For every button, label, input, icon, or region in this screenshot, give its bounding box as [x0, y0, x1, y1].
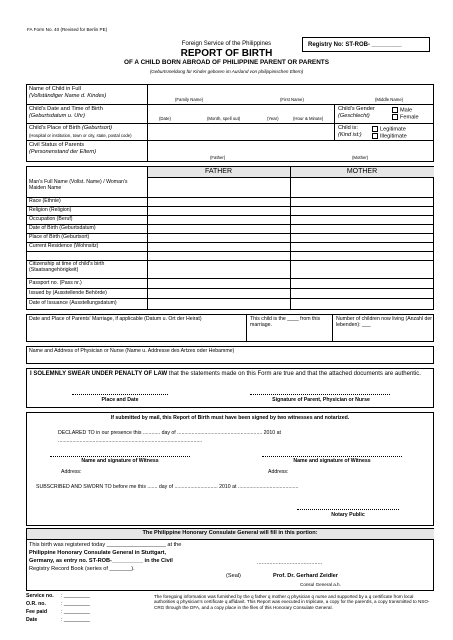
reg-line-3: Germany, as entry no. ST-ROB-__________ in the Civil [29, 558, 173, 564]
hint-hour: (Hour & Minute) [293, 116, 324, 121]
sworn-line: SUBSCRIBED AND SWORN TO before me this ....... day of .............................. 2010 at .......................................... [36, 484, 299, 490]
col-father: FATHER [204, 168, 233, 175]
row-label-residence: Current Residence (Wohnsitz) [29, 243, 99, 249]
fee-date-value: : _________ [61, 617, 90, 623]
marriage-label: Date and Place of Parents' Marriage, if applicable (Datum u. Ort der Heirat) [29, 316, 202, 322]
fee-paid-label: Fee paid [26, 609, 48, 615]
footnote: The foregoing information was furnished by the q father q mother q physician q nurse and supported by a q certificate from local authorities q physician's certificate q affidavit. This Report was executed in triplicate, a copy for the parent/s, a copy transmitted to NSO-CRG through the DFA, and a copy place in the files of this Honorary Consulate General. [154, 594, 430, 610]
hint-middle-name: (Middle Name) [375, 97, 404, 102]
mail-notice: If submitted by mail, this Report of Birth must have been signed by two witnesses and notarized. [110, 415, 350, 421]
child-is-label: Child is: [338, 125, 358, 131]
consulate-header: The Philippine Honorary Consulate General will fill in this portion: [142, 530, 318, 536]
fee-date-label: Date [26, 617, 38, 623]
agency-name: Foreign Service of the Philippines [181, 41, 272, 47]
signature-label: Signature of Parent, Physician or Nurse [272, 397, 370, 403]
this-child-label: This child is the ____ from this marriage. [250, 316, 321, 328]
gender-male-option[interactable]: Male [392, 107, 412, 114]
declared-dots: .................................................................................................... [58, 438, 203, 444]
row-label-passport: Passport no. (Pass nr.) [29, 280, 82, 286]
child-pob-label: Child's Place of Birth (Geburtsort) [29, 125, 113, 131]
gender-female-option[interactable]: Female [392, 114, 419, 121]
hint-family-name: (Family Name) [175, 97, 204, 102]
witness-2-address: Address: [268, 469, 289, 475]
checkbox-icon[interactable] [392, 107, 398, 113]
hint-place: (Hospital or institution, town or city, state, postal code) [29, 133, 132, 138]
gender-label-de: (Geschlecht) [338, 113, 370, 119]
row-label-full-name: Man's Full Name (Vollst. Name) / Woman's Maiden Name [29, 179, 128, 191]
row-label-citizenship: Citizenship at time of child's birth (Staatsangehörigkeit) [29, 261, 105, 273]
checkbox-icon[interactable] [372, 126, 378, 132]
col-mother: MOTHER [346, 168, 378, 175]
legitimate-option[interactable]: Legitimate [372, 126, 406, 133]
hint-father: (Father) [210, 155, 226, 160]
children-living-label: Number of children now living (Anzahl der lebenden): ___ [336, 316, 433, 328]
row-label-race: Race (Ethnie) [29, 198, 61, 204]
seal-label: (Seal) [226, 573, 241, 579]
row-label-dob: Date of Birth (Geburtsdatum) [29, 225, 96, 231]
hint-first-name: (First Name) [280, 97, 304, 102]
civil-status-label-de: (Personenstand der Eltern) [29, 149, 97, 155]
row-label-issuance-date: Date of Issuance (Ausstellungsdatum) [29, 300, 117, 306]
witness-2-label: Name and signature of Witness [293, 458, 371, 464]
fee-paid-value: : _________ [61, 609, 90, 615]
hint-year: (Year) [267, 116, 279, 121]
page-subtitle-german: (Geburtsmeldung für Kinder geboren im Ausland von philippinischen Eltern) [149, 69, 304, 74]
illegitimate-option[interactable]: Illegitimate [372, 133, 407, 140]
reg-line-2: Philippine Honorary Consulate General in Stuttgart, [29, 550, 167, 556]
place-date-label: Place and Date [101, 397, 139, 403]
consul-name: Prof. Dr. Gerhard Zeidler [273, 573, 338, 579]
fee-service-no-value: : _________ [61, 593, 90, 599]
hint-month: (Month, spell out) [207, 116, 241, 121]
child-is-label-de: (Kind ist:) [338, 132, 362, 138]
child-dob-label-de: (Geburtsdatum u. Uhr) [29, 113, 85, 119]
hint-date: (Date) [159, 116, 171, 121]
registry-box [302, 37, 430, 52]
gender-label: Child's Gender [338, 106, 375, 112]
hint-mother: (Mother) [352, 155, 369, 160]
physician-label: Name and Address of Physician or Nurse (Name u. Addresse des Artzes oder Hebamme) [29, 348, 235, 354]
child-name-label-de: (Vollständiger Name d. Kindes) [29, 93, 107, 99]
form-number: FA Form No. 40 (Revised for Berlin PE) [27, 27, 108, 32]
page-title: REPORT OF BIRTH [180, 48, 273, 59]
fee-or-no-value: : _________ [61, 601, 90, 607]
oath-statement: I SOLEMNLY SWEAR UNDER PENALTY OF LAW that the statements made on this Form are true and that the attached documents are authentic. [30, 371, 421, 377]
fee-or-no-label: O.R. no. [26, 601, 46, 607]
row-label-religion: Religion (Religion) [29, 207, 72, 213]
registry-number: Registry No: ST-ROB- _________ [308, 42, 402, 48]
witness-1-address: Address: [61, 469, 82, 475]
checkbox-icon[interactable] [372, 133, 378, 139]
child-name-label: Name of Child in Full [29, 86, 81, 92]
consul-title: Consul General a.h. [300, 582, 341, 587]
notary-public-label: Notary Public [331, 512, 365, 518]
reg-line-1: This birth was registered today ___________________ at the [29, 542, 182, 548]
page-subtitle: OF A CHILD BORN ABROAD OF PHILIPPINE PARENT OR PARENTS [124, 59, 329, 66]
fee-service-no-label: Service no. [26, 593, 54, 599]
consul-sign-dots: .......................................... [257, 560, 323, 566]
reg-line-4: Registry Record Book (series of _______). [29, 566, 135, 572]
row-label-pob: Place of Birth (Geburtsort) [29, 234, 90, 240]
row-label-occupation: Occupation (Beruf) [29, 216, 73, 222]
witness-1-label: Name and signature of Witness [81, 458, 159, 464]
declared-line: DECLARED TO in our presence this ............ day of ........................................................... 2010 at [58, 430, 281, 436]
civil-status-label: Civil Status of Parents [29, 142, 85, 148]
checkbox-icon[interactable] [392, 114, 398, 120]
child-dob-label: Child's Date and Time of Birth [29, 106, 103, 112]
row-label-issued-by: Issued by (Ausstellende Behörde) [29, 290, 107, 296]
